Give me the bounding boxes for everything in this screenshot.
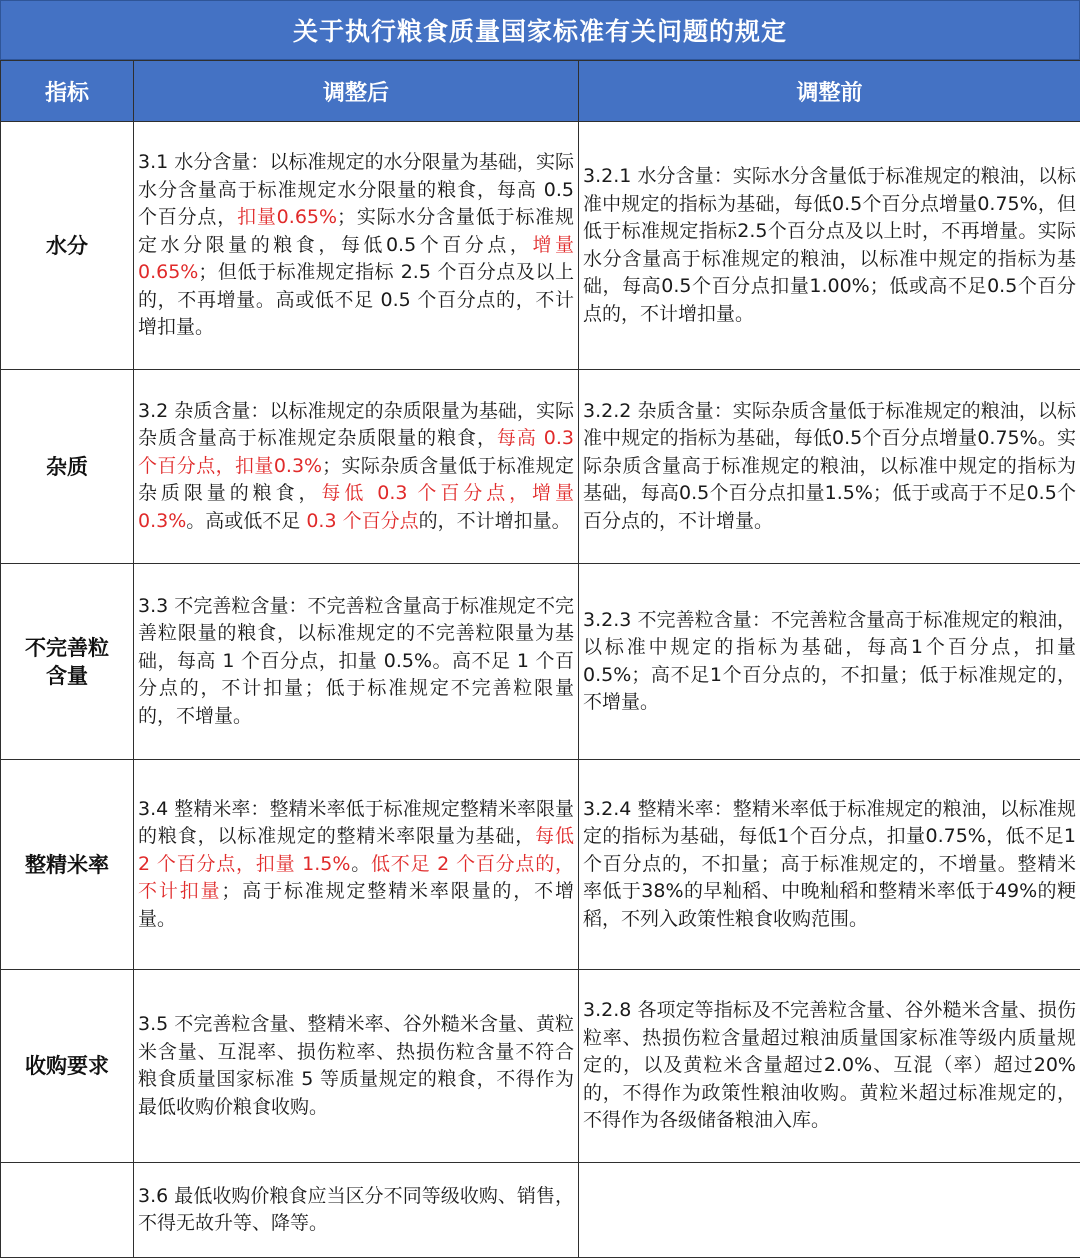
highlighted-text: 0.3 个百分点 xyxy=(306,510,418,532)
before-cell: 3.2.1 水分含量：实际水分含量低于标准规定的粮油，以标准中规定的指标为基础，每低0.5个百分点增量0.75%，但低于标准规定指标2.5个百分点及以上时，不再增量。实际水分含量高于标准规定的粮油，以标准中规定的指标为基础，每高0.5个百分点扣量1.00%；低或高不足0.5个百分点的，不计增扣量。 xyxy=(579,122,1080,370)
indicator-label: 不完善粒含量 xyxy=(17,634,117,690)
table-header-row xyxy=(1,61,1080,122)
before-cell: 3.2.4 整精米率：整精米率低于标准规定的粮油，以标准规定的指标为基础，每低1个百分点，扣量0.75%，低不足1个百分点的，不扣量；高于标准规定的，不增量。整精米率低于38%的早籼稻、中晚籼稻和整精米率低于49%的粳稻，不列入政策性粮食收购范围。 xyxy=(579,760,1080,970)
comparison-table xyxy=(0,60,1080,1258)
after-cell xyxy=(134,760,579,970)
before-cell: 3.2.8 各项定等指标及不完善粒含量、谷外糙米含量、损伤粒率、热损伤粒含量超过粮油质量国家标准等级内质量规定的，以及黄粒米含量超过2.0%、互混（率）超过20%的，不得作为政策性粮油收购。黄粒米超过标准规定的，不得作为各级储备粮油入库。 xyxy=(579,970,1080,1163)
table-row xyxy=(1,1163,1080,1258)
highlighted-text: 扣量0.65% xyxy=(237,206,337,228)
after-cell xyxy=(134,370,579,564)
text-segment: 的，不计增扣量。 xyxy=(419,510,571,532)
header-before: 调整前 xyxy=(579,61,1080,122)
text-segment: ；实际杂质含量低于标准规定杂质限量的粮食， xyxy=(138,455,574,505)
indicator-cell: 整精米率 xyxy=(1,760,134,970)
indicator-cell xyxy=(1,564,134,760)
table-row xyxy=(1,564,1080,760)
text-segment: 3.2 杂质含量：以标准规定的杂质限量为基础，实际杂质含量高于标准规定杂质限量的粮食， xyxy=(138,400,574,450)
table-row xyxy=(1,370,1080,564)
indicator-cell: 杂质 xyxy=(1,370,134,564)
after-cell xyxy=(134,122,579,370)
highlighted-text: 低不足 2 个百分点的，不计扣量 xyxy=(138,853,574,903)
text-segment: 3.1 水分含量：以标准规定的水分限量为基础，实际水分含量高于标准规定水分限量的粮食，每高 0.5 个百分点， xyxy=(138,151,574,228)
page-title: 关于执行粮食质量国家标准有关问题的规定 xyxy=(0,0,1080,60)
header-indicator: 指标 xyxy=(1,61,134,122)
table-row xyxy=(1,760,1080,970)
indicator-cell: 收购要求 xyxy=(1,970,134,1163)
before-cell xyxy=(579,1163,1080,1258)
indicator-cell: 水分 xyxy=(1,122,134,370)
text-segment: ；高于标准规定整精米率限量的，不增量。 xyxy=(138,880,574,930)
text-segment: 3.3 不完善粒含量：不完善粒含量高于标准规定不完善粒限量的粮食，以标准规定的不完善粒限量为基础，每高 1 个百分点，扣量 0.5%。高不足 1 个百分点的，不计扣量；低于标准规定不完善粒限量的，不增量。 xyxy=(138,595,574,727)
highlighted-text: 每低 2 个百分点，扣量 1.5% xyxy=(138,825,574,875)
indicator-cell xyxy=(1,1163,134,1258)
highlighted-text: 增量 0.65% xyxy=(138,234,574,284)
text-segment: 3.6 最低收购价粮食应当区分不同等级收购、销售，不得无故升等、降等。 xyxy=(138,1185,574,1235)
table-row xyxy=(1,122,1080,370)
after-cell xyxy=(134,564,579,760)
header-after: 调整后 xyxy=(134,61,579,122)
before-cell: 3.2.2 杂质含量：实际杂质含量低于标准规定的粮油，以标准中规定的指标为基础，每低0.5个百分点增量0.75%。实际杂质含量高于标准规定的粮油，以标准中规定的指标为基础，每高0.5个百分点扣量1.5%；低于或高于不足0.5个百分点的，不计增量。 xyxy=(579,370,1080,564)
before-cell: 3.2.3 不完善粒含量：不完善粒含量高于标准规定的粮油，以标准中规定的指标为基础，每高1个百分点，扣量0.5%；高不足1个百分点的，不扣量；低于标准规定的，不增量。 xyxy=(579,564,1080,760)
highlighted-text: 每低 0.3 个百分点，增量 0.3% xyxy=(138,482,574,532)
text-segment: ；但低于标准规定指标 2.5 个百分点及以上的，不再增量。高或低不足 0.5 个百分点的，不计增扣量。 xyxy=(138,261,574,338)
text-segment: 3.4 整精米率：整精米率低于标准规定整精米率限量的粮食，以标准规定的整精米率限量为基础， xyxy=(138,798,574,848)
after-cell xyxy=(134,1163,579,1258)
text-segment: 3.5 不完善粒含量、整精米率、谷外糙米含量、黄粒米含量、互混率、损伤粒率、热损伤粒含量不符合粮食质量国家标准 5 等质量规定的粮食，不得作为最低收购价粮食收购。 xyxy=(138,1013,574,1118)
highlighted-text: 每高 0.3 个百分点，扣量0.3% xyxy=(138,427,574,477)
text-segment: 。 xyxy=(350,853,371,875)
table-row xyxy=(1,970,1080,1163)
text-segment: 。高或低不足 xyxy=(186,510,306,532)
text-segment: ；实际水分含量低于标准规定水分限量的粮食，每低0.5个百分点， xyxy=(138,206,574,256)
after-cell xyxy=(134,970,579,1163)
